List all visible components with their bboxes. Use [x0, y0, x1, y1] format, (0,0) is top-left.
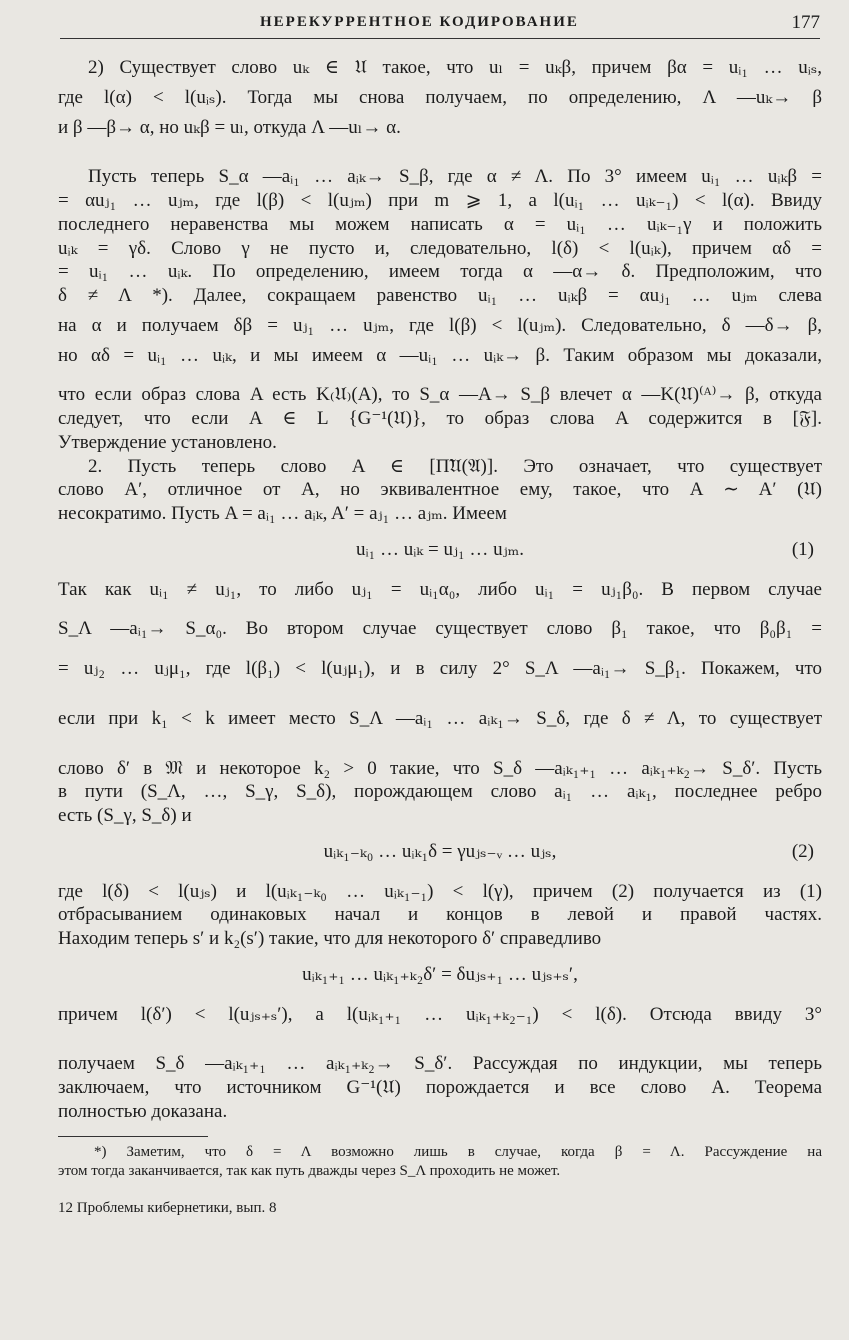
text-line: последнего неравенства мы можем написать α = uᵢ₁ … uᵢₖ₋₁γ и положить — [58, 213, 822, 235]
footnote-rule — [58, 1136, 208, 1137]
running-title: НЕРЕКУРРЕНТНОЕ КОДИРОВАНИЕ — [260, 14, 579, 30]
page-header — [60, 12, 820, 39]
text-line: заключаем, что источником G⁻¹(𝔘) порождается и все слово A. Теорема — [58, 1077, 822, 1098]
equation-2 — [58, 840, 822, 864]
text-line: в пути (S_Λ, …, S_γ, S_δ), порождающем слово aᵢ₁ … aᵢₖ₁, последнее ребро — [58, 781, 822, 803]
text-line: Находим теперь s′ и k₂(s′) такие, что для некоторого δ′ справедливо — [58, 928, 602, 949]
text-line: слово A′, отличное от A, но эквивалентное ему, такое, что A ∼ A′ (𝔘) — [58, 479, 822, 501]
text-line: на α и получаем δβ = uⱼ₁ … uⱼₘ, где l(β) < l(uⱼₘ). Следовательно, δ —δ→ β, — [58, 314, 822, 336]
text-line: = uᵢ₁ … uᵢₖ. По определению, имеем тогда α —α→ δ. Предположим, что — [58, 261, 822, 283]
text-line: = αuⱼ₁ … uⱼₘ, где l(β) < l(uⱼₘ) при m ⩾ 1, а l(uᵢ₁ … uᵢₖ₋₁) < l(α). Ввиду — [58, 190, 822, 211]
text-line: получаем S_δ —aᵢₖ₁₊₁ … aᵢₖ₁₊ₖ₂→ S_δ′. Рассуждая по индукции, мы теперь — [58, 1053, 822, 1075]
text-line: отбрасыванием одинаковых начал и концов в левой и правой частях. — [58, 904, 822, 926]
equation-number: (2) — [791, 840, 814, 862]
text-line: но αδ = uᵢ₁ … uᵢₖ, и мы имеем α —uᵢ₁ … uᵢₖ→ β. Таким образом мы доказали, — [58, 344, 822, 366]
text-line: Пусть теперь S_α —aᵢ₁ … aᵢₖ→ S_β, где α ≠ Λ. По 3° имеем uᵢ₁ … uᵢₖβ = — [88, 166, 822, 188]
page-number: 177 — [791, 12, 820, 33]
text-line: где l(α) < l(uᵢₛ). Тогда мы снова получаем, по определению, Λ —uₖ→ β — [58, 86, 822, 108]
equation-text: uᵢₖ₁₊₁ … uᵢₖ₁₊ₖ₂δ′ = δuⱼₛ₊₁ … uⱼₛ₊ₛ′, — [302, 963, 578, 985]
text-line: где l(δ) < l(uⱼₛ) и l(uᵢₖ₁₋ₖ₀ … uᵢₖ₁₋₁) < l(γ), причем (2) получается из (1) — [58, 880, 822, 902]
text-line: = uⱼ₂ … uⱼμ₁, где l(β₁) < l(uⱼμ₁), и в силу 2° S_Λ —aᵢ₁→ S_β₁. Покажем, что — [58, 658, 822, 679]
text-line: Так как uᵢ₁ ≠ uⱼ₁, то либо uⱼ₁ = uᵢ₁α₀, либо uᵢ₁ = uⱼ₁β₀. В первом случае — [58, 578, 822, 600]
text-line: причем l(δ′) < l(uⱼₛ₊ₛ′), а l(uᵢₖ₁₊₁ … uᵢₖ₁₊ₖ₂₋₁) < l(δ). Отсюда ввиду 3° — [58, 1003, 822, 1025]
text-line: δ ≠ Λ *). Далее, сокращаем равенство uᵢ₁ … uᵢₖβ = αuⱼ₁ … uⱼₘ слева — [58, 285, 822, 306]
main-text — [58, 56, 822, 1217]
footnote-line: *) Заметим, что δ = Λ возможно лишь в случае, когда β = Λ. Рассуждение на — [94, 1143, 822, 1160]
equation-number: (1) — [791, 538, 814, 560]
text-line: Утверждение установлено. — [58, 431, 277, 453]
equation-3 — [58, 963, 822, 987]
text-line: слово δ′ в 𝔐 и некоторое k₂ > 0 такие, что S_δ —aᵢₖ₁₊₁ … aᵢₖ₁₊ₖ₂→ S_δ′. Пусть — [58, 757, 822, 779]
text-line: несократимо. Пусть A = aᵢ₁ … aᵢₖ, A′ = aⱼ₁ … aⱼₘ. Имеем — [58, 503, 507, 524]
equation-text: uᵢₖ₁₋ₖ₀ … uᵢₖ₁δ = γuⱼₛ₋ᵥ … uⱼₛ, — [323, 840, 557, 862]
text-line: 2) Существует слово uₖ ∈ 𝔘 такое, что uₗ = uₖβ, причем βα = uᵢ₁ … uᵢₛ, — [88, 57, 822, 78]
text-line: есть (S_γ, S_δ) и — [58, 805, 192, 826]
text-line: S_Λ —aᵢ₁→ S_α₀. Во втором случае существует слово β₁ такое, что β₀β₁ = — [58, 618, 822, 640]
equation-text: uᵢ₁ … uᵢₖ = uⱼ₁ … uⱼₘ. — [355, 538, 525, 560]
text-line: и β —β→ α, но uₖβ = uₗ, откуда Λ —uₗ→ α. — [58, 116, 401, 138]
text-line: 2. Пусть теперь слово A ∈ [Π̃𝔘(𝔄)]. Это означает, что существует — [88, 455, 822, 477]
printer-signature: 12 Проблемы кибернетики, вып. 8 — [58, 1199, 277, 1216]
text-line: следует, что если A ∈ L {G⁻¹(𝔘)}, то образ слова A содержится в [𝔉]. — [58, 408, 822, 429]
text-line: полностью доказана. — [58, 1100, 228, 1122]
text-line: что если образ слова A есть K₍𝔘₎(A), то S_α —A→ S_β влечет α —K(𝔘)⁽ᴬ⁾→ β, откуда — [58, 384, 822, 406]
text-line: uᵢₖ = γδ. Слово γ не пусто и, следовательно, l(δ) < l(uᵢₖ), причем αδ = — [58, 237, 822, 259]
footnote-line: этом тогда заканчивается, так как путь дважды через S_Λ проходить не может. — [58, 1163, 561, 1179]
text-line: если при k₁ < k имеет место S_Λ —aᵢ₁ … aᵢₖ₁→ S_δ, где δ ≠ Λ, то существует — [58, 707, 822, 729]
equation-1 — [58, 538, 822, 562]
